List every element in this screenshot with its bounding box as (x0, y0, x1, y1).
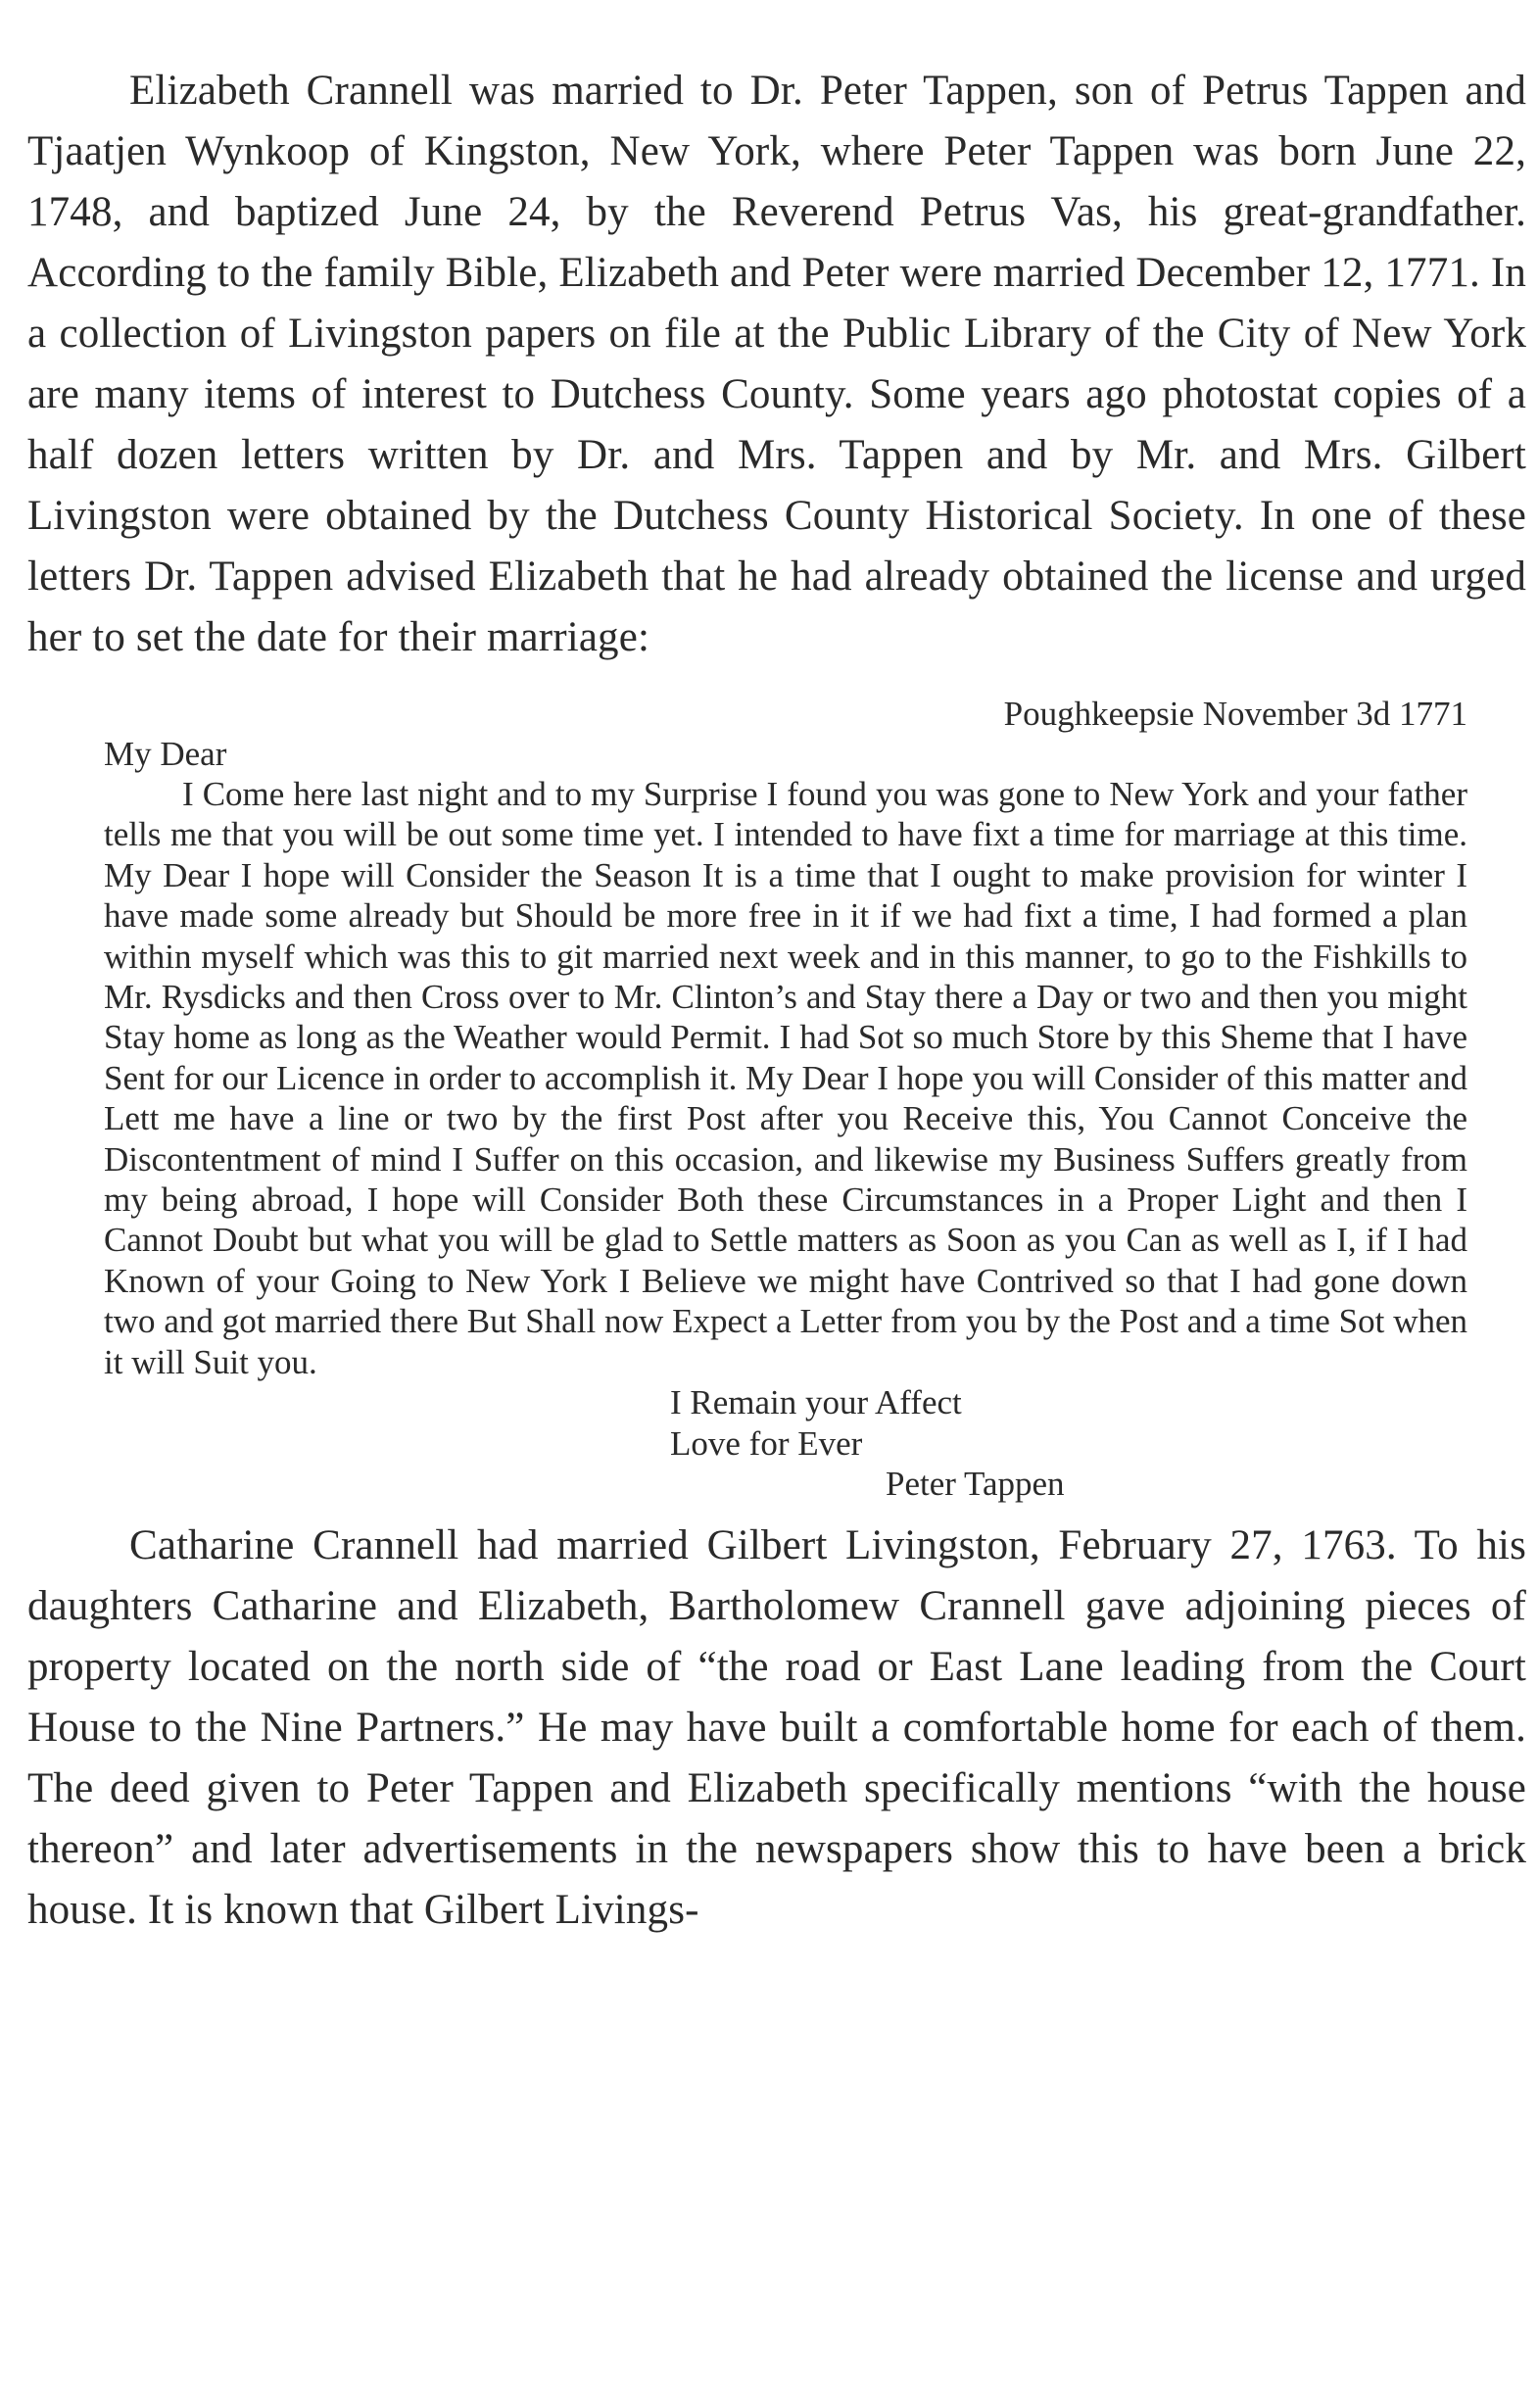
letter-signature: Peter Tappen (886, 1464, 1065, 1503)
quoted-letter (104, 694, 1467, 1504)
body-paragraph-2: Catharine Crannell had married Gilbert Livingston, February 27, 1763. To his daughters Catharine and Elizabeth, Bartholomew Crannell gave adjoining pieces of property located on the north side of “the road or East Lane leading from the Court House to the Nine Partners.” He may have built a comfortable home for each of them. The deed given to Peter Tappen and Elizabeth specifically mentions “with the house thereon” and later advertisements in the newspapers show this to have been a brick house. It is known that Gilbert Livings- (27, 1522, 1526, 1934)
letter-salutation: My Dear (104, 735, 227, 773)
document-page (27, 61, 1526, 1941)
body-paragraph-1: Elizabeth Crannell was married to Dr. Peter Tappen, son of Petrus Tappen and Tjaatjen Wynkoop of Kingston, New York, where Peter Tappen was born June 22, 1748, and baptized June 24, by the Reverend Petrus Vas, his great-grandfather. According to the family Bible, Elizabeth and Peter were married December 12, 1771. In a collection of Livingston papers on file at the Public Library of the City of New York are many items of interest to Dutchess County. Some years ago photostat copies of a half dozen letters written by Dr. and Mrs. Tappen and by Mr. and Mrs. Gilbert Livingston were obtained by the Dutchess County Historical Society. In one of these letters Dr. Tappen advised Elizabeth that he had already obtained the license and urged her to set the date for their marriage: (27, 68, 1526, 660)
letter-body: I Come here last night and to my Surprise I found you was gone to New York and your father tells me that you will be out some time yet. I intended to have fixt a time for marriage at this time. My Dear I hope will Consider the Season It is a time that I ought to make provision for winter I have made some already but Should be more free in it if we had fixt a time, I had formed a plan within myself which was this to git married next week and in this manner, to go to the Fishkills to Mr. Rysdicks and then Cross over to Mr. Clinton’s and Stay there a Day or two and then you might Stay home as long as the Weather would Permit. I had Sot so much Store by this Sheme that I have Sent for our Licence in order to accomplish it. My Dear I hope you will Consider of this matter and Lett me have a line or two by the first Post after you Receive this, You Cannot Conceive the Discontentment of mind I Suffer on this occasion, and likewise my Business Suffers greatly from my being abroad, I hope will Consider Both these Circumstances in a Proper Light and then I Cannot Doubt but what you will be glad to Settle matters as Soon as you Can as well as I, if I had Known of your Going to New York I Believe we might have Contrived so that I had gone down two and got married there But Shall now Expect a Letter from you by the Post and a time Sot when it will Suit you. (104, 775, 1467, 1381)
letter-closing-line-1: I Remain your Affect (670, 1383, 962, 1422)
letter-dateline: Poughkeepsie November 3d 1771 (1003, 695, 1467, 733)
letter-closing-line-2: Love for Ever (670, 1423, 863, 1463)
